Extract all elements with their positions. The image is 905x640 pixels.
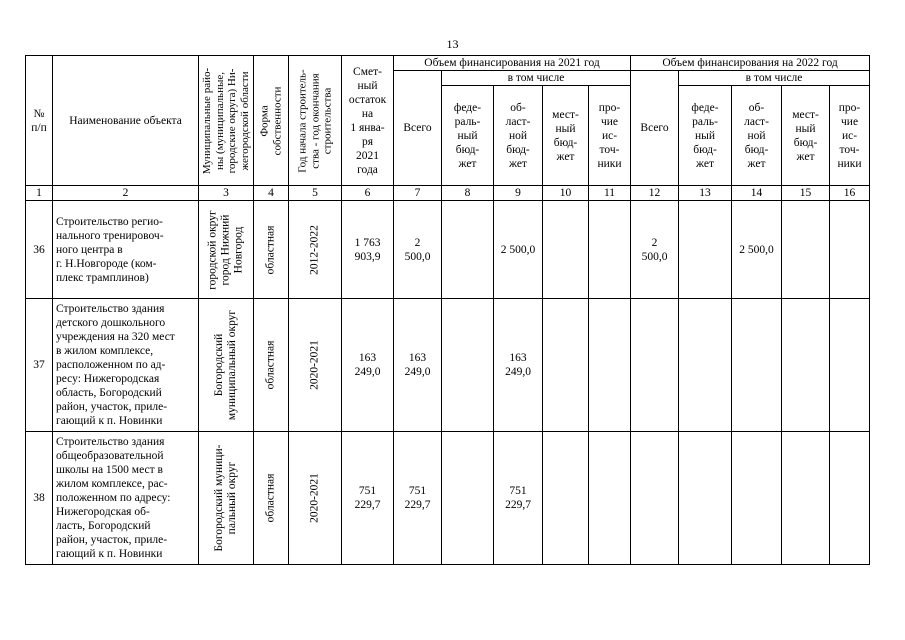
- local-2022-cell: [782, 201, 830, 299]
- total-2021-cell: 163 249,0: [394, 299, 442, 432]
- header-local-2021: мест- ный бюд- жет: [543, 86, 589, 186]
- column-number: 7: [394, 186, 442, 201]
- header-federal-2022: феде- раль- ный бюд- жет: [679, 86, 732, 186]
- local-2021-cell: [543, 201, 589, 299]
- regional-2022-cell: 2 500,0: [732, 201, 782, 299]
- federal-2022-cell: [679, 201, 732, 299]
- regional-2021-cell: 163 249,0: [494, 299, 543, 432]
- total-2021-cell: 751 229,7: [394, 432, 442, 565]
- header-years: Год начала строитель- ства - год окончания строительства: [289, 56, 342, 186]
- column-number: 13: [679, 186, 732, 201]
- other-2021-cell: [589, 432, 631, 565]
- total-2022-cell: [631, 299, 679, 432]
- column-number: 14: [732, 186, 782, 201]
- district-cell: Богородский муниципальный округ: [199, 299, 254, 432]
- balance-cell: 1 763 903,9: [342, 201, 394, 299]
- header-district: Муниципальные райо- ны (муниципальные, городские округа) Ни- жегородской области: [199, 56, 254, 186]
- column-number: 10: [543, 186, 589, 201]
- column-number: 15: [782, 186, 830, 201]
- header-local-2022: мест- ный бюд- жет: [782, 86, 830, 186]
- other-2021-cell: [589, 299, 631, 432]
- header-including-2021: в том числе: [442, 71, 631, 86]
- header-regional-2022: об- ласт- ной бюд- жет: [732, 86, 782, 186]
- column-number: 6: [342, 186, 394, 201]
- column-number: 5: [289, 186, 342, 201]
- row-num: 38: [26, 432, 53, 565]
- regional-2022-cell: [732, 299, 782, 432]
- balance-cell: 163 249,0: [342, 299, 394, 432]
- other-2021-cell: [589, 201, 631, 299]
- federal-2021-cell: [442, 201, 494, 299]
- district-cell: городской округ город Нижний Новгород: [199, 201, 254, 299]
- balance-cell: 751 229,7: [342, 432, 394, 565]
- local-2021-cell: [543, 299, 589, 432]
- header-ownership: Форма собственности: [254, 56, 289, 186]
- column-number: 11: [589, 186, 631, 201]
- column-number: 3: [199, 186, 254, 201]
- object-name: Строительство регио- нального тренировоч- ного центра в г. Н.Новгороде (ком- плекс трамплинов): [53, 201, 199, 299]
- other-2022-cell: [830, 201, 870, 299]
- column-number: 4: [254, 186, 289, 201]
- financing-table: [25, 55, 870, 565]
- years-cell: 2012-2022: [289, 201, 342, 299]
- object-name: Строительство здания детского дошкольного учреждения на 320 мест в жилом комплексе, расположенном по ад- ресу: Нижегородская область, Богородский район, участок, приле- гающий к п. Новинки: [53, 299, 199, 432]
- row-num: 37: [26, 299, 53, 432]
- header-balance: Смет- ный остаток на 1 янва- ря 2021 года: [342, 56, 394, 186]
- district-cell: Богородский муници- пальный округ: [199, 432, 254, 565]
- regional-2021-cell: 751 229,7: [494, 432, 543, 565]
- object-name: Строительство здания общеобразовательной школы на 1500 мест в жилом комплексе, рас- положенном по адресу: Нижегородская об- ласть, Богородский район, участок, приле- гающий к п. Новинки: [53, 432, 199, 565]
- header-other-2021: про- чие ис- точ- ники: [589, 86, 631, 186]
- column-number: 12: [631, 186, 679, 201]
- total-2022-cell: [631, 432, 679, 565]
- header-total-2022: Всего: [631, 71, 679, 186]
- column-number: 8: [442, 186, 494, 201]
- row-num: 36: [26, 201, 53, 299]
- header-including-2022: в том числе: [679, 71, 870, 86]
- federal-2022-cell: [679, 432, 732, 565]
- regional-2021-cell: 2 500,0: [494, 201, 543, 299]
- ownership-cell: областная: [254, 201, 289, 299]
- ownership-cell: областная: [254, 432, 289, 565]
- local-2022-cell: [782, 432, 830, 565]
- federal-2022-cell: [679, 299, 732, 432]
- federal-2021-cell: [442, 432, 494, 565]
- header-fin-2022: Объем финансирования на 2022 год: [631, 56, 870, 71]
- regional-2022-cell: [732, 432, 782, 565]
- other-2022-cell: [830, 299, 870, 432]
- total-2022-cell: 2 500,0: [631, 201, 679, 299]
- header-fin-2021: Объем финансирования на 2021 год: [394, 56, 631, 71]
- table-row: [26, 201, 870, 299]
- total-2021-cell: 2 500,0: [394, 201, 442, 299]
- years-cell: 2020-2021: [289, 432, 342, 565]
- ownership-cell: областная: [254, 299, 289, 432]
- page-number: 13: [446, 37, 459, 51]
- column-number: 16: [830, 186, 870, 201]
- table-row: [26, 299, 870, 432]
- header-num: № п/п: [26, 56, 53, 186]
- header-other-2022: про- чие ис- точ- ники: [830, 86, 870, 186]
- other-2022-cell: [830, 432, 870, 565]
- federal-2021-cell: [442, 299, 494, 432]
- header-federal-2021: феде- раль- ный бюд- жет: [442, 86, 494, 186]
- table-row: [26, 432, 870, 565]
- years-cell: 2020-2021: [289, 299, 342, 432]
- column-number: 2: [53, 186, 199, 201]
- column-number: 9: [494, 186, 543, 201]
- header-total-2021: Всего: [394, 71, 442, 186]
- column-number: 1: [26, 186, 53, 201]
- header-regional-2021: об- ласт- ной бюд- жет: [494, 86, 543, 186]
- local-2022-cell: [782, 299, 830, 432]
- local-2021-cell: [543, 432, 589, 565]
- column-number-row: [26, 186, 870, 201]
- header-name: Наименование объекта: [53, 56, 199, 186]
